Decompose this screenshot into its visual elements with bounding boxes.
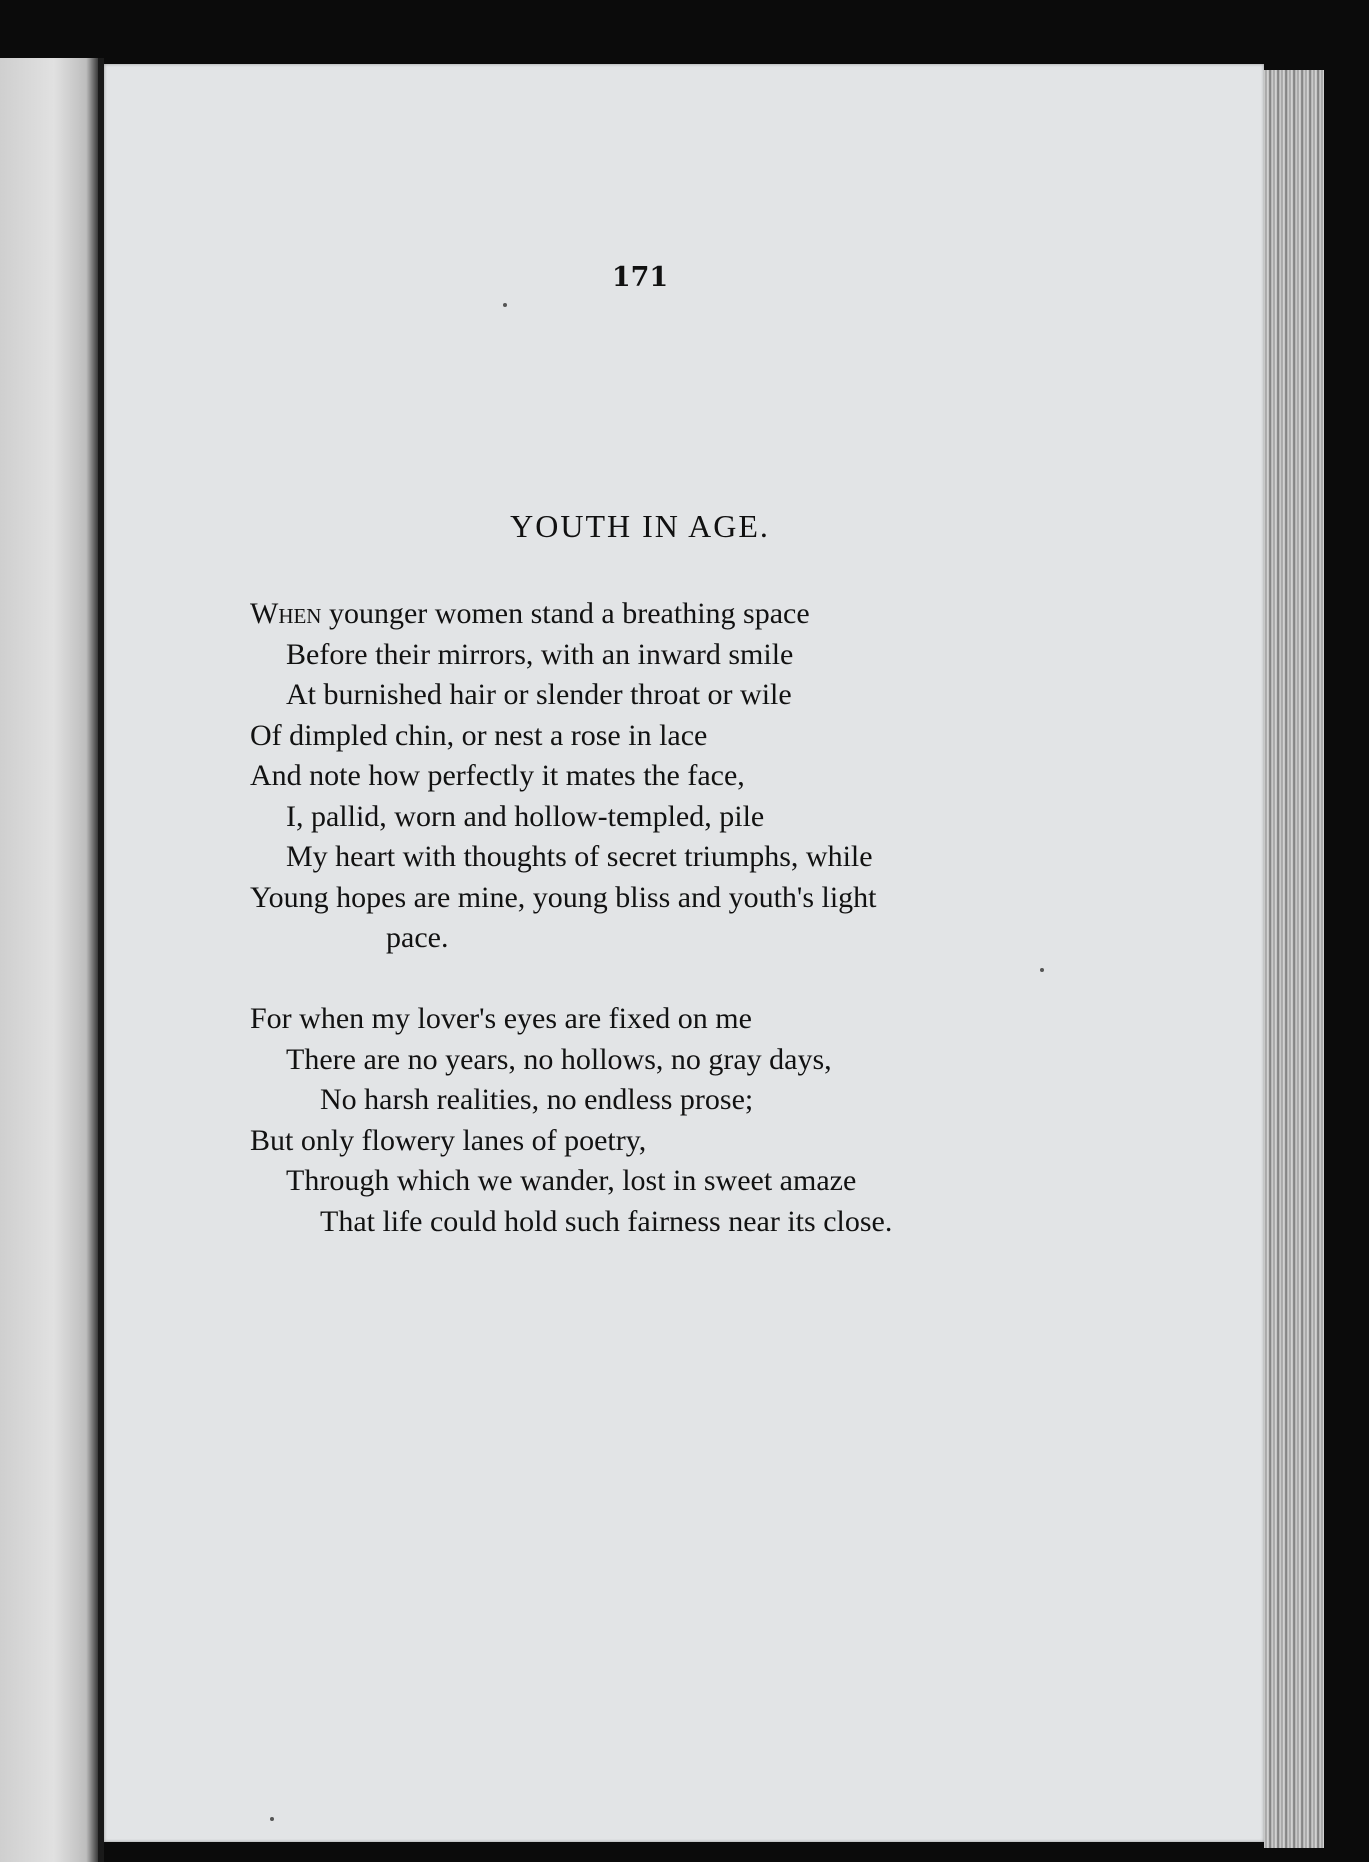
poem-line: But only flowery lanes of poetry, — [250, 1123, 647, 1157]
dust-speck — [270, 1817, 274, 1821]
page-stack-edge — [1264, 70, 1324, 1848]
poem-line: Of dimpled chin, or nest a rose in lace — [250, 718, 708, 752]
poem-line: My heart with thoughts of secret triumphs, while — [286, 840, 873, 873]
poem-title: YOUTH IN AGE. — [510, 508, 770, 544]
poem-line: Before their mirrors, with an inward smile — [286, 637, 794, 671]
poem-line: Through which we wander, lost in sweet amaze — [286, 1164, 857, 1197]
poem-line-continuation: pace. — [386, 921, 449, 954]
poem-line: At burnished hair or slender throat or wile — [286, 678, 792, 711]
poem-line: Young hopes are mine, young bliss and youth's light — [250, 880, 877, 914]
poem-line: When younger women stand a breathing space — [250, 597, 810, 630]
poem-line: No harsh realities, no endless prose; — [320, 1083, 754, 1116]
poem-line: And note how perfectly it mates the face, — [250, 759, 745, 792]
page-number: 171 — [611, 262, 669, 293]
facing-page-edge — [0, 58, 98, 1862]
poem-line: For when my lover's eyes are fixed on me — [250, 1002, 752, 1035]
poem-line: I, pallid, worn and hollow-templed, pile — [286, 799, 765, 833]
stanza-1 — [250, 594, 877, 959]
dust-speck — [503, 303, 507, 307]
dust-speck — [1040, 968, 1044, 972]
stanza-2 — [250, 999, 892, 1242]
opening-word: When — [250, 597, 322, 630]
poem-line: There are no years, no hollows, no gray days, — [286, 1042, 832, 1076]
poem-line: That life could hold such fairness near its close. — [320, 1204, 893, 1238]
